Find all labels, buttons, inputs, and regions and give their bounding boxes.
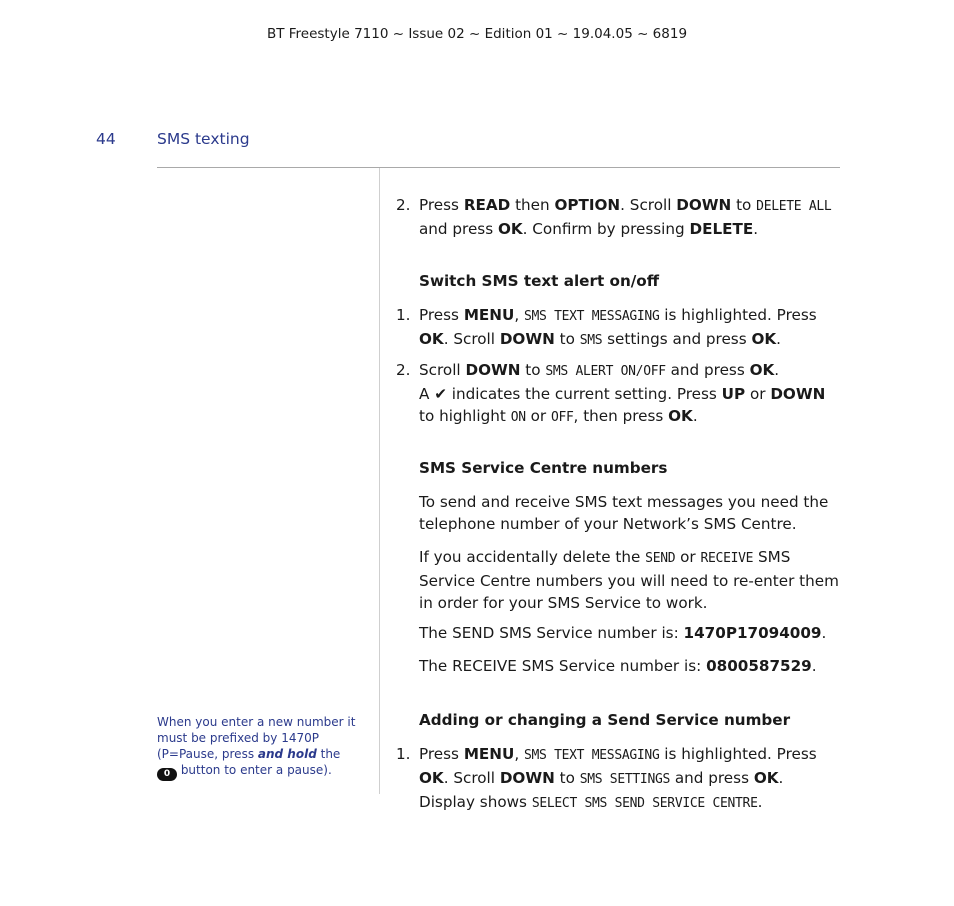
step-number: 1.: [396, 745, 411, 763]
centre-heading: SMS Service Centre numbers: [419, 459, 668, 477]
document-header: BT Freestyle 7110 ~ Issue 02 ~ Edition 01 ~ 19.04.05 ~ 6819: [266, 26, 688, 42]
column-divider: [379, 168, 380, 794]
centre-paragraph-2: If you accidentally delete the SEND or RECEIVE SMS Service Centre numbers you will need to re-enter them in order for your SMS Service to work.: [419, 548, 839, 612]
step-text: Press MENU, SMS TEXT MESSAGING is highlighted. Press OK. Scroll DOWN to SMS SETTINGS and press OK. Display shows SELECT SMS SEND SERVICE CENTRE.: [419, 745, 817, 811]
step-number: 2.: [396, 361, 411, 379]
side-note: [157, 714, 362, 781]
add-heading: Adding or changing a Send Service number: [419, 711, 791, 729]
step-number: 1.: [396, 306, 411, 324]
step-text: Scroll DOWN to SMS ALERT ON/OFF and press OK. A ✔ indicates the current setting. Press UP or DOWN to highlight ON or OFF, then press OK.: [419, 361, 826, 425]
side-note-text: button to enter a pause).: [177, 763, 332, 777]
side-note-text: When you enter a new number it must be prefixed by 1470P (P=Pause, press: [157, 715, 356, 761]
send-number: 1470P17094009: [683, 624, 822, 642]
centre-paragraph-1: To send and receive SMS text messages you need the telephone number of your Network’s SMS Centre.: [419, 493, 829, 533]
step-text: Press READ then OPTION. Scroll DOWN to DELETE ALL and press OK. Confirm by pressing DELETE.: [419, 196, 832, 238]
step-number: 2.: [396, 196, 411, 214]
receive-number-paragraph: The RECEIVE SMS Service number is: 0800587529.: [419, 657, 817, 675]
alert-heading: Switch SMS text alert on/off: [419, 272, 660, 290]
send-number-paragraph: The SEND SMS Service number is: 1470P17094009.: [419, 624, 827, 642]
side-note-emphasis: and hold: [257, 747, 317, 761]
zero-key-icon: 0: [157, 768, 177, 781]
receive-number: 0800587529: [706, 657, 812, 675]
step-text: Press MENU, SMS TEXT MESSAGING is highlighted. Press OK. Scroll DOWN to SMS settings and press OK.: [419, 306, 817, 348]
page-number: 44: [96, 130, 116, 148]
section-title: SMS texting: [157, 130, 250, 148]
side-note-text: the: [316, 747, 341, 761]
horizontal-divider: [157, 167, 840, 168]
